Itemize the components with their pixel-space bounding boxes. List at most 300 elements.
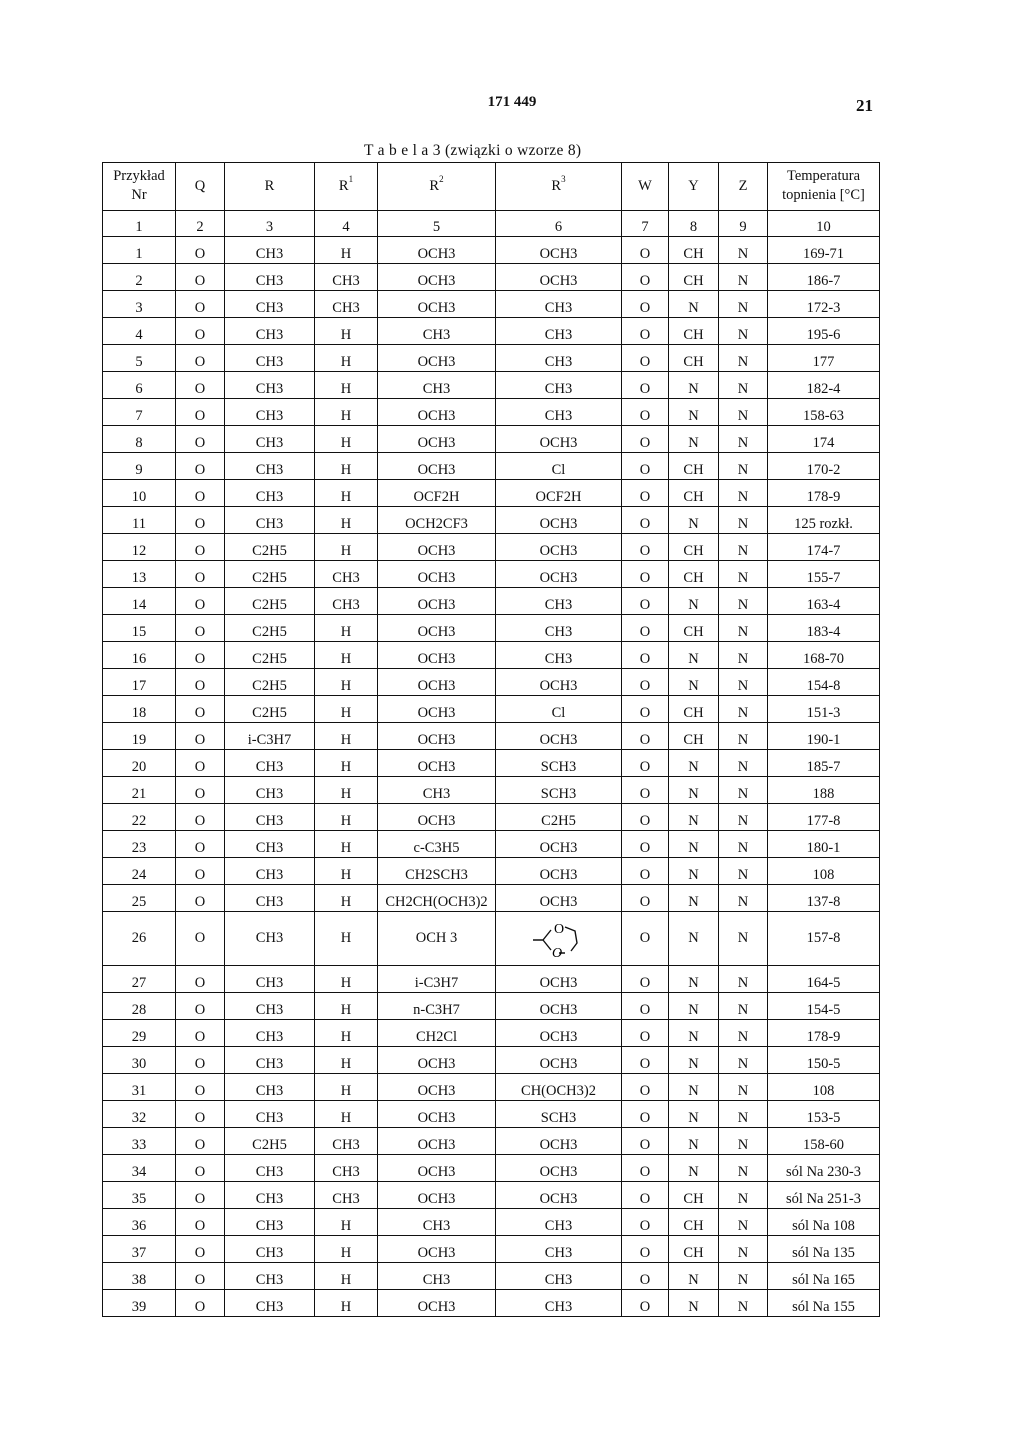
table-row xyxy=(103,615,880,642)
r2-cell: OCH3 xyxy=(378,426,496,453)
table-row xyxy=(103,804,880,831)
melting-point-cell: 183-4 xyxy=(768,615,880,642)
r2-cell: OCH3 xyxy=(378,669,496,696)
column-index: 8 xyxy=(669,211,719,237)
table-row xyxy=(103,1290,880,1317)
melting-point-cell: sól Na 108 xyxy=(768,1209,880,1236)
example-number: 20 xyxy=(103,750,176,777)
w-cell: O xyxy=(622,777,669,804)
r-cell: CH3 xyxy=(225,831,315,858)
table-row xyxy=(103,480,880,507)
example-number: 6 xyxy=(103,372,176,399)
table-row xyxy=(103,372,880,399)
r2-cell: OCH3 xyxy=(378,723,496,750)
q-cell: O xyxy=(176,1074,225,1101)
q-cell: O xyxy=(176,588,225,615)
w-cell: O xyxy=(622,1101,669,1128)
example-number: 37 xyxy=(103,1236,176,1263)
table-row xyxy=(103,426,880,453)
y-cell: N xyxy=(669,804,719,831)
r3-cell: CH3 xyxy=(496,345,622,372)
r-cell: CH3 xyxy=(225,1155,315,1182)
q-cell: O xyxy=(176,966,225,993)
melting-point-cell: 108 xyxy=(768,1074,880,1101)
z-cell: N xyxy=(719,1101,768,1128)
table-row xyxy=(103,912,880,966)
w-cell: O xyxy=(622,615,669,642)
r1-cell: H xyxy=(315,696,378,723)
melting-point-cell: 177 xyxy=(768,345,880,372)
q-cell: O xyxy=(176,912,225,966)
r-cell: CH3 xyxy=(225,318,315,345)
r1-cell: CH3 xyxy=(315,1182,378,1209)
y-cell: CH xyxy=(669,264,719,291)
z-cell: N xyxy=(719,1074,768,1101)
r-cell: CH3 xyxy=(225,1074,315,1101)
r2-cell: OCH3 xyxy=(378,561,496,588)
r-cell: C2H5 xyxy=(225,1128,315,1155)
melting-point-cell: 164-5 xyxy=(768,966,880,993)
r1-cell: H xyxy=(315,399,378,426)
column-index: 9 xyxy=(719,211,768,237)
r2-cell: OCH3 xyxy=(378,1182,496,1209)
r-cell: CH3 xyxy=(225,966,315,993)
r3-cell: OCH3 xyxy=(496,237,622,264)
example-number: 5 xyxy=(103,345,176,372)
w-cell: O xyxy=(622,345,669,372)
r1-cell: H xyxy=(315,912,378,966)
r1-cell: H xyxy=(315,615,378,642)
example-number: 16 xyxy=(103,642,176,669)
table-row xyxy=(103,318,880,345)
r2-cell: CH2CH(OCH3)2 xyxy=(378,885,496,912)
q-cell: O xyxy=(176,993,225,1020)
r-cell: C2H5 xyxy=(225,669,315,696)
y-cell: N xyxy=(669,291,719,318)
y-cell: N xyxy=(669,1290,719,1317)
r2-cell: OCH3 xyxy=(378,1236,496,1263)
table-row xyxy=(103,1236,880,1263)
melting-point-cell: 157-8 xyxy=(768,912,880,966)
z-cell: N xyxy=(719,831,768,858)
r1-cell: H xyxy=(315,372,378,399)
r1-cell: H xyxy=(315,858,378,885)
w-cell: O xyxy=(622,318,669,345)
r1-cell: H xyxy=(315,885,378,912)
r3-cell: OCH3 xyxy=(496,264,622,291)
q-cell: O xyxy=(176,372,225,399)
r1-cell: H xyxy=(315,345,378,372)
r3-cell: OCH3 xyxy=(496,534,622,561)
r-cell: CH3 xyxy=(225,237,315,264)
table-row xyxy=(103,507,880,534)
y-cell: CH xyxy=(669,480,719,507)
example-number: 27 xyxy=(103,966,176,993)
r3-cell: OCH3 xyxy=(496,507,622,534)
table-row xyxy=(103,723,880,750)
table-row xyxy=(103,1101,880,1128)
r-cell: CH3 xyxy=(225,885,315,912)
dioxolane-ring-structure xyxy=(519,915,599,961)
q-cell: O xyxy=(176,1182,225,1209)
header-w: W xyxy=(622,163,669,211)
column-index: 5 xyxy=(378,211,496,237)
q-cell: O xyxy=(176,723,225,750)
w-cell: O xyxy=(622,453,669,480)
r3-cell: OCH3 xyxy=(496,426,622,453)
w-cell: O xyxy=(622,426,669,453)
r-cell: CH3 xyxy=(225,804,315,831)
melting-point-cell: 154-5 xyxy=(768,993,880,1020)
melting-point-cell: 178-9 xyxy=(768,480,880,507)
r1-cell: H xyxy=(315,750,378,777)
melting-point-cell: sól Na 165 xyxy=(768,1263,880,1290)
example-number: 32 xyxy=(103,1101,176,1128)
column-index-row xyxy=(103,211,880,237)
y-cell: N xyxy=(669,669,719,696)
z-cell: N xyxy=(719,885,768,912)
r2-cell: OCH3 xyxy=(378,453,496,480)
w-cell: O xyxy=(622,372,669,399)
y-cell: N xyxy=(669,1047,719,1074)
header-r: R xyxy=(225,163,315,211)
table-row xyxy=(103,1128,880,1155)
example-number: 10 xyxy=(103,480,176,507)
r1-cell: H xyxy=(315,642,378,669)
melting-point-cell: 137-8 xyxy=(768,885,880,912)
r1-cell: H xyxy=(315,237,378,264)
z-cell: N xyxy=(719,399,768,426)
melting-point-cell: sól Na 135 xyxy=(768,1236,880,1263)
q-cell: O xyxy=(176,885,225,912)
example-number: 39 xyxy=(103,1290,176,1317)
table-row xyxy=(103,993,880,1020)
y-cell: N xyxy=(669,507,719,534)
q-cell: O xyxy=(176,750,225,777)
column-index: 4 xyxy=(315,211,378,237)
z-cell: N xyxy=(719,1047,768,1074)
column-index: 3 xyxy=(225,211,315,237)
y-cell: N xyxy=(669,966,719,993)
w-cell: O xyxy=(622,642,669,669)
w-cell: O xyxy=(622,1020,669,1047)
w-cell: O xyxy=(622,750,669,777)
r3-cell: CH3 xyxy=(496,399,622,426)
r2-cell: OCH3 xyxy=(378,1074,496,1101)
z-cell: N xyxy=(719,723,768,750)
q-cell: O xyxy=(176,291,225,318)
w-cell: O xyxy=(622,534,669,561)
melting-point-cell: 186-7 xyxy=(768,264,880,291)
w-cell: O xyxy=(622,1263,669,1290)
melting-point-cell: 185-7 xyxy=(768,750,880,777)
table-row xyxy=(103,453,880,480)
w-cell: O xyxy=(622,858,669,885)
melting-point-cell: sól Na 230-3 xyxy=(768,1155,880,1182)
q-cell: O xyxy=(176,858,225,885)
w-cell: O xyxy=(622,480,669,507)
r3-cell: OCF2H xyxy=(496,480,622,507)
r2-cell: OCH 3 xyxy=(378,912,496,966)
r-cell: CH3 xyxy=(225,1263,315,1290)
melting-point-cell: 169-71 xyxy=(768,237,880,264)
y-cell: N xyxy=(669,1020,719,1047)
r-cell: CH3 xyxy=(225,1047,315,1074)
melting-point-cell: 170-2 xyxy=(768,453,880,480)
z-cell: N xyxy=(719,966,768,993)
r1-cell: CH3 xyxy=(315,1155,378,1182)
melting-point-cell: 180-1 xyxy=(768,831,880,858)
r-cell: CH3 xyxy=(225,858,315,885)
table-row xyxy=(103,237,880,264)
w-cell: O xyxy=(622,804,669,831)
r-cell: CH3 xyxy=(225,1020,315,1047)
y-cell: CH xyxy=(669,1182,719,1209)
q-cell: O xyxy=(176,507,225,534)
q-cell: O xyxy=(176,1290,225,1317)
r3-cell: OCH3 xyxy=(496,1128,622,1155)
r2-cell: OCH3 xyxy=(378,1128,496,1155)
example-number: 15 xyxy=(103,615,176,642)
column-index: 2 xyxy=(176,211,225,237)
r3-cell: OCH3 xyxy=(496,966,622,993)
z-cell: N xyxy=(719,426,768,453)
melting-point-cell: 158-63 xyxy=(768,399,880,426)
r3-cell: SCH3 xyxy=(496,1101,622,1128)
header-r1: $R^1$ xyxy=(315,163,378,211)
melting-point-cell: 108 xyxy=(768,858,880,885)
r3-cell: OCH3 xyxy=(496,669,622,696)
r2-cell: OCH3 xyxy=(378,291,496,318)
ring-oxygen-label: O xyxy=(551,946,562,961)
table-row xyxy=(103,345,880,372)
table-title: T a b e l a 3 (związki o wzorze 8) xyxy=(364,142,582,159)
example-number: 36 xyxy=(103,1209,176,1236)
melting-point-cell: 151-3 xyxy=(768,696,880,723)
y-cell: N xyxy=(669,1263,719,1290)
z-cell: N xyxy=(719,534,768,561)
y-cell: CH xyxy=(669,561,719,588)
r2-cell: n-C3H7 xyxy=(378,993,496,1020)
w-cell: O xyxy=(622,1155,669,1182)
example-number: 14 xyxy=(103,588,176,615)
q-cell: O xyxy=(176,1155,225,1182)
r-cell: C2H5 xyxy=(225,696,315,723)
table-row xyxy=(103,264,880,291)
r2-cell: i-C3H7 xyxy=(378,966,496,993)
r2-cell: OCH3 xyxy=(378,534,496,561)
w-cell: O xyxy=(622,912,669,966)
y-cell: N xyxy=(669,885,719,912)
table-row xyxy=(103,1209,880,1236)
r1-cell: CH3 xyxy=(315,291,378,318)
melting-point-cell: sól Na 251-3 xyxy=(768,1182,880,1209)
q-cell: O xyxy=(176,1263,225,1290)
q-cell: O xyxy=(176,318,225,345)
r-cell: CH3 xyxy=(225,1290,315,1317)
melting-point-cell: 153-5 xyxy=(768,1101,880,1128)
r3-cell: OCH3 xyxy=(496,561,622,588)
table-row xyxy=(103,966,880,993)
z-cell: N xyxy=(719,588,768,615)
r3-cell: CH3 xyxy=(496,588,622,615)
r-cell: CH3 xyxy=(225,453,315,480)
header-row xyxy=(103,163,880,211)
q-cell: O xyxy=(176,615,225,642)
w-cell: O xyxy=(622,1128,669,1155)
r3-cell: CH3 xyxy=(496,1209,622,1236)
z-cell: N xyxy=(719,1263,768,1290)
example-number: 8 xyxy=(103,426,176,453)
w-cell: O xyxy=(622,669,669,696)
document-number: 171 449 xyxy=(487,94,537,110)
y-cell: CH xyxy=(669,453,719,480)
header-r3: $R^3$ xyxy=(496,163,622,211)
column-index: 7 xyxy=(622,211,669,237)
example-number: 33 xyxy=(103,1128,176,1155)
y-cell: N xyxy=(669,372,719,399)
z-cell: N xyxy=(719,372,768,399)
z-cell: N xyxy=(719,750,768,777)
r1-cell: H xyxy=(315,534,378,561)
r1-cell: H xyxy=(315,318,378,345)
q-cell: O xyxy=(176,453,225,480)
header-temperature: Temperatura topnienia [°C] xyxy=(768,163,880,211)
table-row xyxy=(103,588,880,615)
z-cell: N xyxy=(719,318,768,345)
r2-cell: OCH3 xyxy=(378,642,496,669)
r1-cell: H xyxy=(315,1047,378,1074)
z-cell: N xyxy=(719,237,768,264)
r3-cell: CH3 xyxy=(496,291,622,318)
r-cell: CH3 xyxy=(225,1101,315,1128)
q-cell: O xyxy=(176,534,225,561)
z-cell: N xyxy=(719,777,768,804)
q-cell: O xyxy=(176,1101,225,1128)
table-row xyxy=(103,831,880,858)
table-row xyxy=(103,1155,880,1182)
dioxolane-ring-cell xyxy=(496,912,622,966)
r2-cell: OCH3 xyxy=(378,588,496,615)
z-cell: N xyxy=(719,1020,768,1047)
q-cell: O xyxy=(176,777,225,804)
melting-point-cell: 174 xyxy=(768,426,880,453)
w-cell: O xyxy=(622,399,669,426)
example-number: 31 xyxy=(103,1074,176,1101)
z-cell: N xyxy=(719,1155,768,1182)
y-cell: N xyxy=(669,750,719,777)
y-cell: N xyxy=(669,993,719,1020)
q-cell: O xyxy=(176,1128,225,1155)
melting-point-cell: 190-1 xyxy=(768,723,880,750)
r2-cell: CH2SCH3 xyxy=(378,858,496,885)
page-number: 21 xyxy=(856,96,873,115)
r1-cell: CH3 xyxy=(315,561,378,588)
r3-cell: OCH3 xyxy=(496,993,622,1020)
r1-cell: H xyxy=(315,1074,378,1101)
r-cell: CH3 xyxy=(225,291,315,318)
example-number: 18 xyxy=(103,696,176,723)
r-cell: CH3 xyxy=(225,480,315,507)
z-cell: N xyxy=(719,615,768,642)
w-cell: O xyxy=(622,1182,669,1209)
r3-cell: OCH3 xyxy=(496,1155,622,1182)
w-cell: O xyxy=(622,1290,669,1317)
r-cell: CH3 xyxy=(225,399,315,426)
table-row xyxy=(103,1182,880,1209)
r3-cell: OCH3 xyxy=(496,831,622,858)
r-cell: CH3 xyxy=(225,750,315,777)
column-index: 1 xyxy=(103,211,176,237)
example-number: 35 xyxy=(103,1182,176,1209)
column-index: 10 xyxy=(768,211,880,237)
r1-cell: H xyxy=(315,426,378,453)
z-cell: N xyxy=(719,642,768,669)
z-cell: N xyxy=(719,291,768,318)
q-cell: O xyxy=(176,669,225,696)
r1-cell: H xyxy=(315,507,378,534)
w-cell: O xyxy=(622,237,669,264)
melting-point-cell: 163-4 xyxy=(768,588,880,615)
r-cell: CH3 xyxy=(225,426,315,453)
r1-cell: H xyxy=(315,966,378,993)
header-y: Y xyxy=(669,163,719,211)
z-cell: N xyxy=(719,669,768,696)
r-cell: CH3 xyxy=(225,1209,315,1236)
table-body xyxy=(103,237,880,1317)
w-cell: O xyxy=(622,264,669,291)
table-row xyxy=(103,858,880,885)
r-cell: CH3 xyxy=(225,777,315,804)
r2-cell: CH3 xyxy=(378,372,496,399)
r-cell: CH3 xyxy=(225,345,315,372)
example-number: 30 xyxy=(103,1047,176,1074)
z-cell: N xyxy=(719,264,768,291)
melting-point-cell: 177-8 xyxy=(768,804,880,831)
y-cell: N xyxy=(669,1155,719,1182)
r3-cell: OCH3 xyxy=(496,1047,622,1074)
q-cell: O xyxy=(176,642,225,669)
melting-point-cell: 188 xyxy=(768,777,880,804)
example-number: 12 xyxy=(103,534,176,561)
example-number: 13 xyxy=(103,561,176,588)
r1-cell: H xyxy=(315,1263,378,1290)
w-cell: O xyxy=(622,561,669,588)
z-cell: N xyxy=(719,345,768,372)
r1-cell: H xyxy=(315,804,378,831)
r3-cell: CH3 xyxy=(496,1263,622,1290)
q-cell: O xyxy=(176,831,225,858)
table-row xyxy=(103,885,880,912)
melting-point-cell: sól Na 155 xyxy=(768,1290,880,1317)
r1-cell: H xyxy=(315,831,378,858)
r2-cell: OCH3 xyxy=(378,1101,496,1128)
r-cell: C2H5 xyxy=(225,642,315,669)
r-cell: CH3 xyxy=(225,372,315,399)
example-number: 2 xyxy=(103,264,176,291)
r1-cell: H xyxy=(315,1290,378,1317)
table-row xyxy=(103,534,880,561)
r3-cell: SCH3 xyxy=(496,777,622,804)
r3-cell: CH3 xyxy=(496,318,622,345)
y-cell: N xyxy=(669,642,719,669)
y-cell: CH xyxy=(669,723,719,750)
melting-point-cell: 150-5 xyxy=(768,1047,880,1074)
r-cell: CH3 xyxy=(225,264,315,291)
y-cell: CH xyxy=(669,534,719,561)
w-cell: O xyxy=(622,885,669,912)
y-cell: N xyxy=(669,831,719,858)
